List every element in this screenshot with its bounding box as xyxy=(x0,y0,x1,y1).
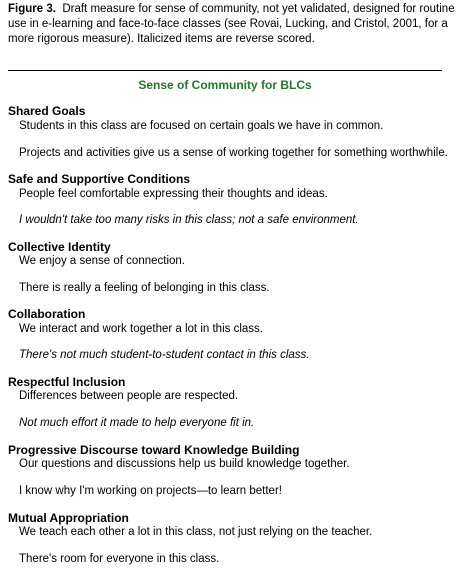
survey-item: There's room for everyone in this class. xyxy=(19,553,220,565)
survey-item: Students in this class are focused on certain goals we have in common. xyxy=(19,120,384,132)
survey-item-reverse-scored: Not much effort it made to help everyone fit in. xyxy=(19,417,255,429)
horizontal-rule xyxy=(8,70,442,71)
survey-item: We enjoy a sense of connection. xyxy=(19,255,186,267)
survey-item: I know why I'm working on projects—to learn better! xyxy=(19,485,282,497)
survey-item: Our questions and discussions help us build knowledge together. xyxy=(19,458,350,470)
section-heading-collective-identity: Collective Identity xyxy=(8,240,111,254)
survey-item: People feel comfortable expressing their thoughts and ideas. xyxy=(19,188,328,200)
survey-item-reverse-scored: I wouldn't take too many risks in this class; not a safe environment. xyxy=(19,214,359,226)
section-heading-collaboration: Collaboration xyxy=(8,307,86,321)
survey-item: We teach each other a lot in this class, not just relying on the teacher. xyxy=(19,526,373,538)
survey-item: Differences between people are respected. xyxy=(19,390,239,402)
survey-item-reverse-scored: There's not much student-to-student contact in this class. xyxy=(19,349,310,361)
survey-item: There is really a feeling of belonging in this class. xyxy=(19,282,270,294)
survey-item: We interact and work together a lot in this class. xyxy=(19,323,263,335)
section-heading-progressive-discourse: Progressive Discourse toward Knowledge Building xyxy=(8,443,300,457)
survey-item: Projects and activities give us a sense of working together for something worthwhile. xyxy=(19,147,448,159)
section-heading-mutual-appropriation: Mutual Appropriation xyxy=(8,511,129,525)
figure-caption xyxy=(8,2,460,47)
section-heading-safe-supportive-conditions: Safe and Supportive Conditions xyxy=(8,172,191,186)
figure-caption-text: Draft measure for sense of community, not yet validated, designed for routine use in e-learning and face-to-face classes (see Rovai, Lucking, and Cristol, 2001, for a more rigorous measure). Italicized items are reverse scored. xyxy=(8,3,455,45)
section-heading-shared-goals: Shared Goals xyxy=(8,104,86,118)
section-heading-respectful-inclusion: Respectful Inclusion xyxy=(8,375,126,389)
document-title: Sense of Community for BLCs xyxy=(138,78,312,92)
figure-label: Figure 3. xyxy=(8,3,56,15)
